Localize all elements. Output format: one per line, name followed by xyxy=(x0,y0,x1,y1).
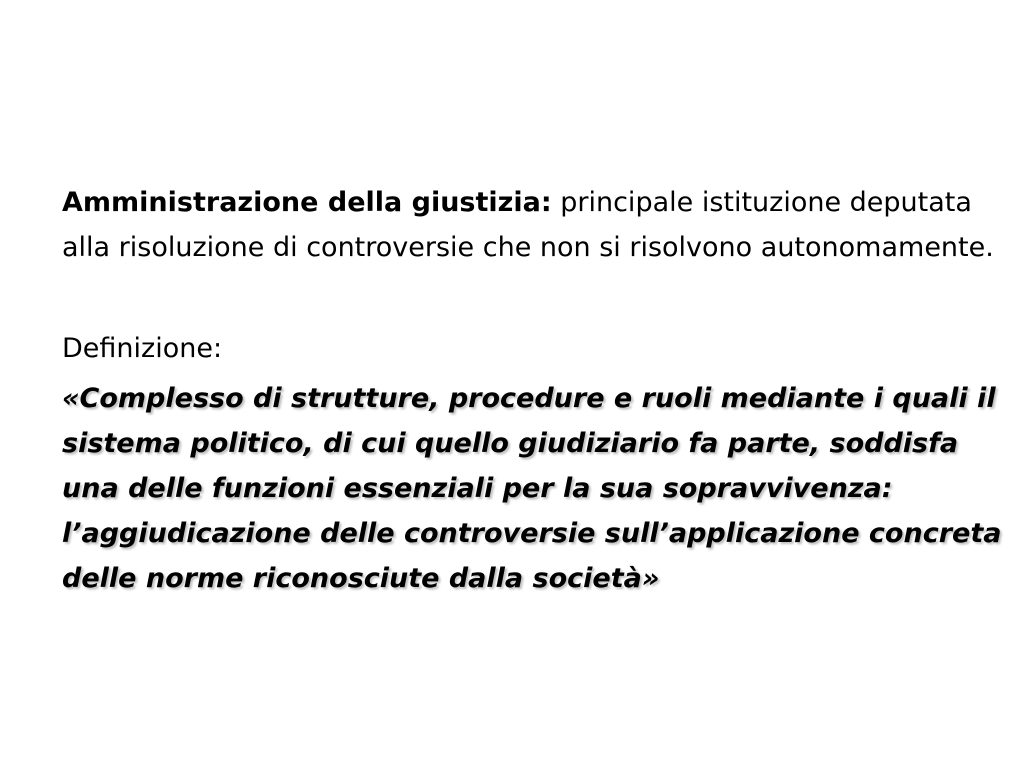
intro-text: principale istituzione deputata alla risoluzione di controversie che non si risolvono autonomamente. xyxy=(62,187,994,263)
spacer xyxy=(62,270,1002,315)
intro-paragraph xyxy=(62,180,1002,270)
definition-label: Definizione: xyxy=(62,333,223,364)
slide-body xyxy=(62,180,1002,601)
definition-quote: «Complesso di strutture, procedure e ruoli mediante i quali il sistema politico, di cui quello giudiziario fa parte, soddisfa una delle funzioni essenziali per la sua sopravvivenza: l’aggiudicazione delle controversie sull’applicazione concreta delle norme riconosciute dalla società» xyxy=(62,383,1002,594)
intro-term: Amministrazione della giustizia: xyxy=(62,187,552,218)
